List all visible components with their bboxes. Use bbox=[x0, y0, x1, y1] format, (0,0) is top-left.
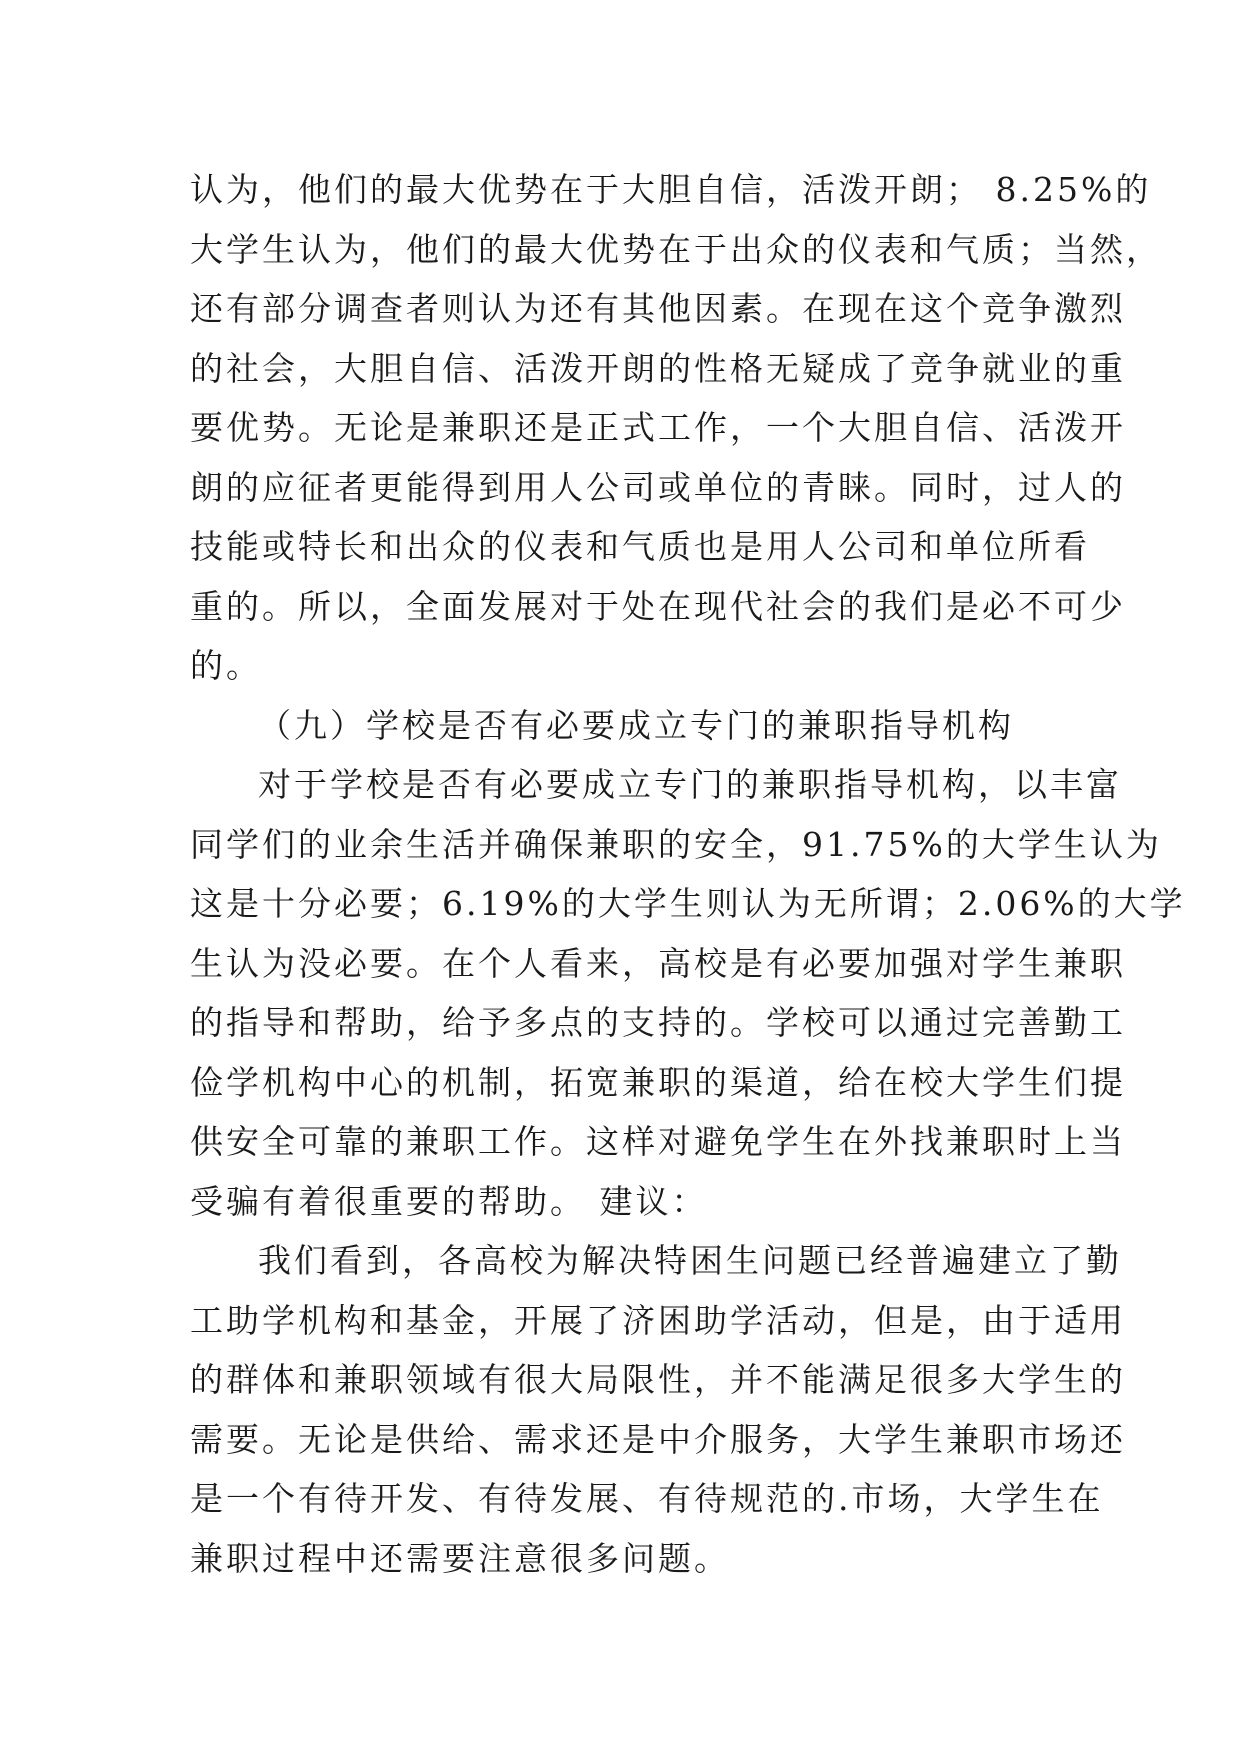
text-line: 技能或特长和出众的仪表和气质也是用人公司和单位所看 bbox=[190, 527, 1090, 566]
text-line: 同学们的业余生活并确保兼职的安全，91.75%的大学生认为 bbox=[190, 824, 1162, 864]
text-line: 要优势。无论是兼职还是正式工作，一个大胆自信、活泼开 bbox=[190, 408, 1126, 447]
text-line: 这是十分必要；6.19%的大学生则认为无所谓；2.06%的大学 bbox=[190, 884, 1186, 923]
paragraph-guidance-institution bbox=[190, 755, 1186, 1231]
document-body bbox=[190, 160, 1186, 1588]
text-line: 的社会，大胆自信、活泼开朗的性格无疑成了竞争就业的重 bbox=[190, 348, 1126, 388]
text-line: 朗的应征者更能得到用人公司或单位的青睐。同时，过人的 bbox=[190, 467, 1126, 507]
text-line: 供安全可靠的兼职工作。这样对避免学生在外找兼职时上当 bbox=[190, 1122, 1126, 1161]
section-heading-text: （九）学校是否有必要成立专门的兼职指导机构 bbox=[258, 705, 1014, 745]
text-line: 俭学机构中心的机制，拓宽兼职的渠道，给在校大学生们提 bbox=[190, 1062, 1126, 1102]
text-line: 需要。无论是供给、需求还是中介服务，大学生兼职市场还 bbox=[190, 1419, 1126, 1459]
text-line: 的群体和兼职领域有很大局限性，并不能满足很多大学生的 bbox=[190, 1360, 1126, 1399]
text-line: 受骗有着很重要的帮助。 建议： bbox=[190, 1181, 708, 1221]
text-line: 兼职过程中还需要注意很多问题。 bbox=[190, 1538, 730, 1578]
text-line: 还有部分调查者则认为还有其他因素。在现在这个竞争激烈 bbox=[190, 289, 1126, 328]
text-line: 大学生认为，他们的最大优势在于出众的仪表和气质；当然， bbox=[190, 229, 1162, 269]
text-line: 是一个有待开发、有待发展、有待规范的.市场，大学生在 bbox=[190, 1479, 1104, 1518]
text-line: 工助学机构和基金，开展了济困助学活动，但是，由于适用 bbox=[190, 1300, 1126, 1340]
text-line: 生认为没必要。在个人看来，高校是有必要加强对学生兼职 bbox=[190, 943, 1126, 983]
text-line: 的。 bbox=[190, 646, 262, 685]
text-line: 对于学校是否有必要成立专门的兼职指导机构，以丰富 bbox=[258, 765, 1122, 804]
section-heading-9 bbox=[190, 696, 1052, 756]
text-line: 认为，他们的最大优势在于大胆自信，活泼开朗； 8.25%的 bbox=[190, 170, 1152, 209]
text-line: 我们看到，各高校为解决特困生问题已经普遍建立了勤 bbox=[258, 1241, 1122, 1280]
paragraph-suggestions bbox=[190, 1231, 1126, 1588]
paragraph-advantages bbox=[190, 160, 1162, 696]
text-line: 的指导和帮助，给予多点的支持的。学校可以通过完善勤工 bbox=[190, 1003, 1126, 1042]
text-line: 重的。所以，全面发展对于处在现代社会的我们是必不可少 bbox=[190, 586, 1126, 626]
